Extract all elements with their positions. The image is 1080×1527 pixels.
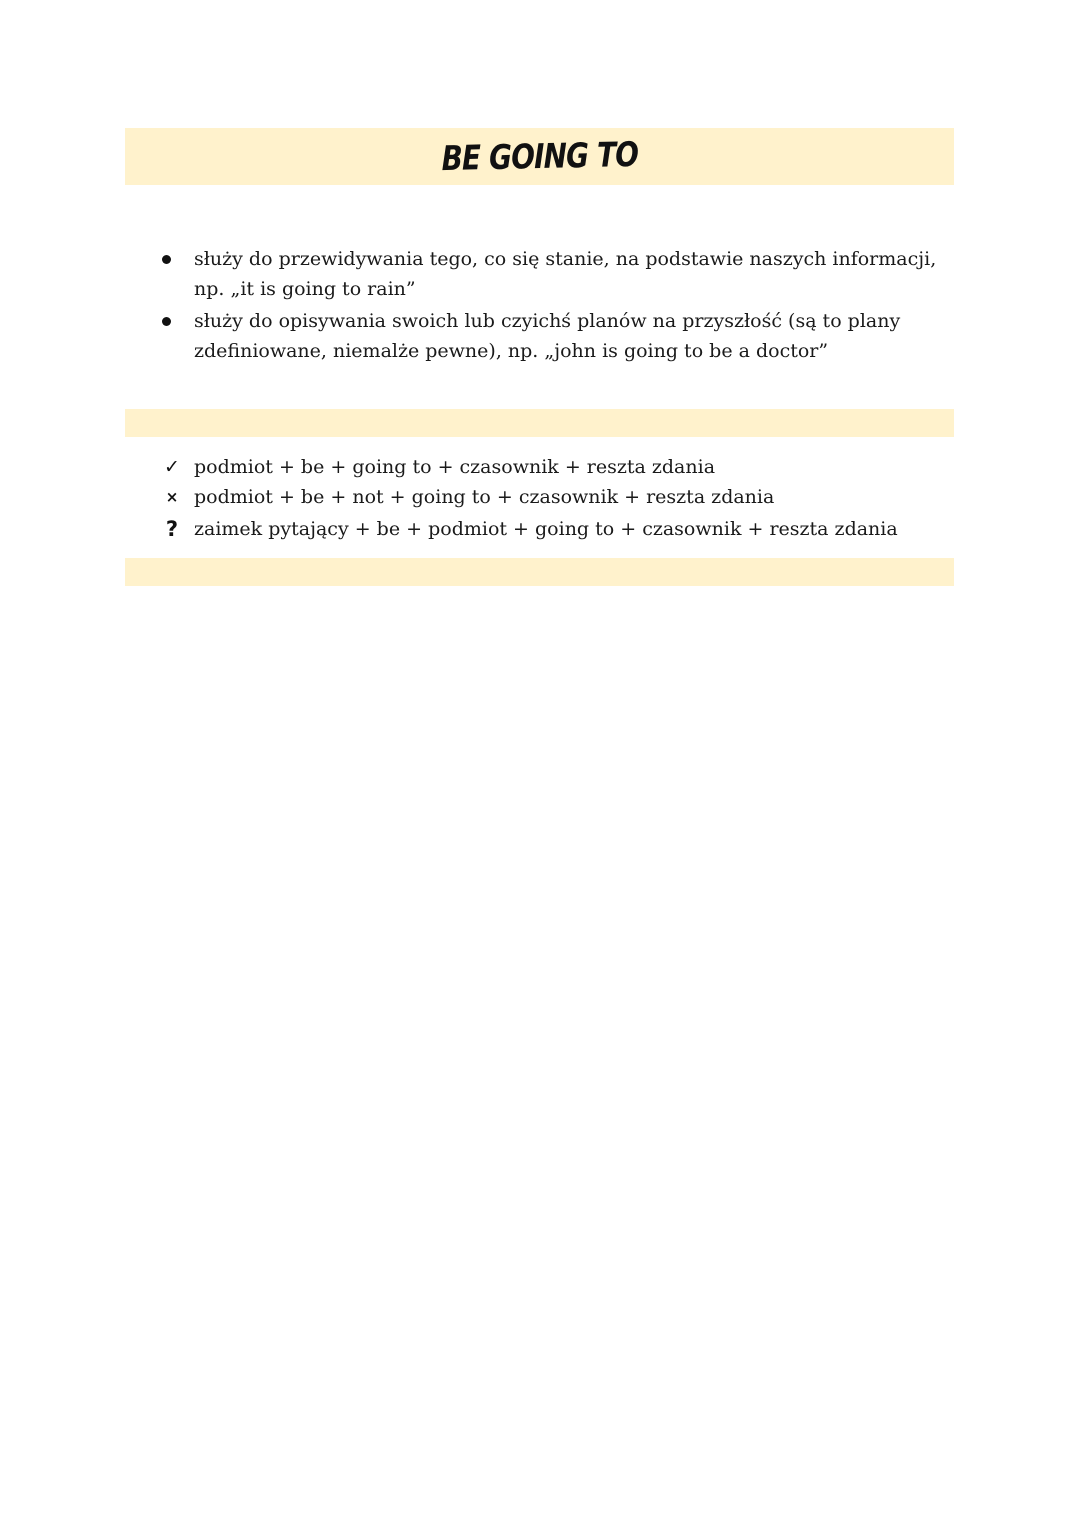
usage-item-text: służy do przewidywania tego, co się stanie, na podstawie naszych informacji, np. „it is going to rain” xyxy=(194,248,937,300)
bullet-icon xyxy=(162,255,171,264)
title-band xyxy=(125,128,954,185)
section-divider-band xyxy=(125,409,954,437)
negative-rule xyxy=(160,482,950,512)
check-icon: ✓ xyxy=(164,456,180,478)
affirmative-rule-text: podmiot + be + going to + czasownik + reszta zdania xyxy=(194,456,716,478)
form-rules xyxy=(160,452,950,544)
question-icon: ? xyxy=(165,517,179,541)
question-rule xyxy=(160,514,950,544)
usage-item-text: służy do opisywania swoich lub czyichś planów na przyszłość (są to plany zdefiniowane, niemalże pewne), np. „john is going to be a doctor” xyxy=(194,310,901,362)
usage-item xyxy=(162,244,952,304)
question-rule-text: zaimek pytający + be + podmiot + going to + czasownik + reszta zdania xyxy=(194,518,898,540)
usage-item xyxy=(162,306,952,366)
section-divider-band xyxy=(125,558,954,586)
usage-list xyxy=(162,244,952,368)
affirmative-rule xyxy=(160,452,950,482)
page-title: BE GOING TO xyxy=(440,134,639,179)
negative-rule-text: podmiot + be + not + going to + czasownik + reszta zdania xyxy=(194,486,775,508)
bullet-icon xyxy=(162,317,171,326)
cross-icon: × xyxy=(165,488,179,506)
